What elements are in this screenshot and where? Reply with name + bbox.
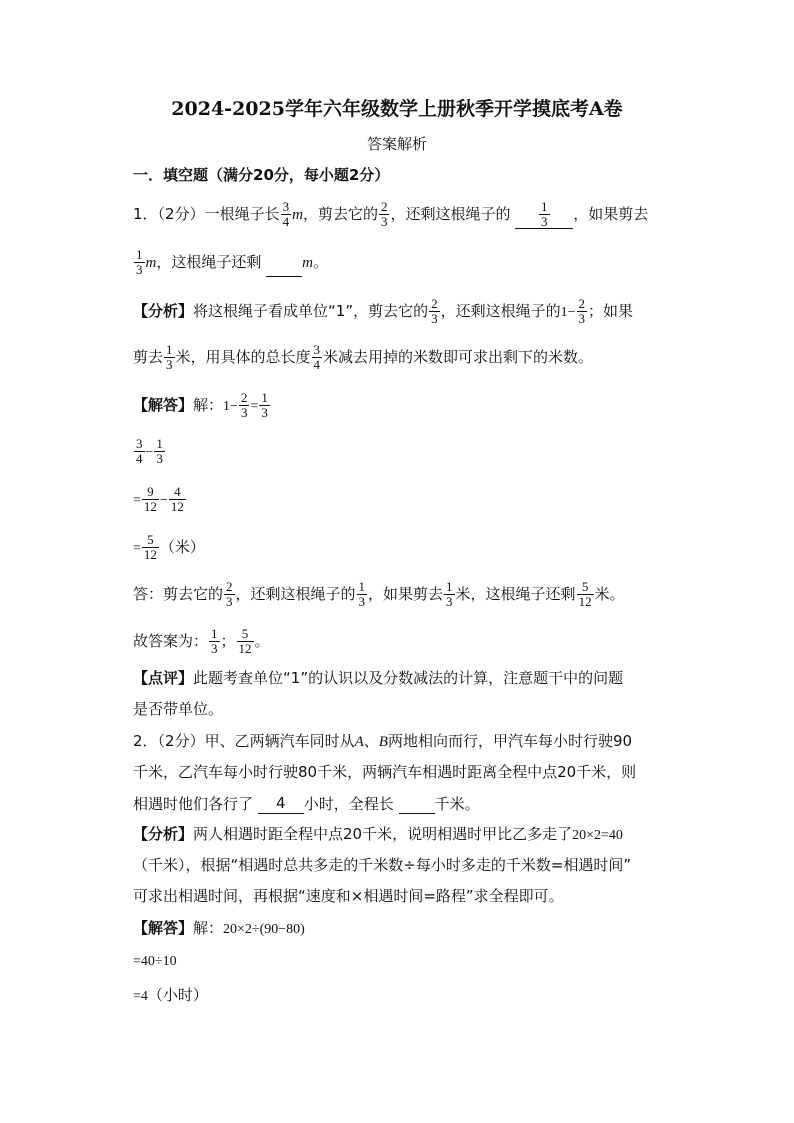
unit-m: m xyxy=(302,255,313,271)
answer-blank xyxy=(515,199,573,229)
q1-answer-line: 答：剪去它的 $\frac{2}{3}$ ，还剩这根绳子的 $\frac{1}{3}$ ，如果剪去 $\frac{1}{3}$ 米，这根绳子还剩 $\frac{5}{12}$ 米。 xyxy=(133,579,625,609)
fraction: $\frac{2}{3}$ xyxy=(240,390,248,420)
fraction: $\frac{1}{3}$ xyxy=(166,342,173,372)
solution-tag: 【解答】 xyxy=(133,396,194,414)
fraction: $\frac{1}{3}$ xyxy=(358,579,366,609)
fraction: $\frac{1}{3}$ xyxy=(156,436,163,466)
q1-analysis-line2: 剪去 $\frac{1}{3}$ 米，用具体的总长度 $\frac{3}{4}$ 米减去用掉的米数即可求出剩下的米数。 xyxy=(133,342,594,372)
q1-text: ，这根绳子还剩 xyxy=(156,253,262,271)
unit-m: m xyxy=(292,207,303,223)
fraction: $\frac{5}{12}$ xyxy=(238,626,252,656)
analysis-tag: 【分析】 xyxy=(133,302,194,320)
q1-solution-line3: = $\frac{5}{12}$ （米） xyxy=(133,532,205,562)
q1-comment-line1: 【点评】此题考查单位“1”的认识以及分数减法的计算，注意题干中的问题 xyxy=(133,669,624,687)
page-title: 2024-2025学年六年级数学上册秋季开学摸底考A卷 xyxy=(171,98,623,120)
fraction: $\frac{5}{12}$ xyxy=(578,579,592,609)
q1-final-answer: 故答案为： $\frac{1}{3}$ ； $\frac{5}{12}$ 。 xyxy=(133,626,270,656)
unit-m: m xyxy=(145,255,157,271)
q1-line2 xyxy=(133,248,328,277)
fraction: $\frac{2}{3}$ xyxy=(226,579,233,609)
q1-line1 xyxy=(133,200,648,229)
fraction: $\frac{2}{3}$ xyxy=(578,296,586,326)
q1-solution-line0: 【解答】解：1− $\frac{2}{3}$ = $\frac{1}{3}$ xyxy=(133,390,268,420)
fraction: $\frac{9}{12}$ xyxy=(143,484,157,514)
fraction: $\frac{5}{12}$ xyxy=(143,532,157,562)
fraction: $\frac{1}{3}$ xyxy=(211,626,218,656)
q1-solution-line1: $\frac{3}{4}$ − $\frac{1}{3}$ xyxy=(136,436,163,466)
q2-line2: 千米，乙汽车每小时行驶80千米，两辆汽车相遇时距离全程中点20千米，则 xyxy=(133,763,637,781)
q2-analysis-line1: 【分析】两人相遇时距全程中点20千米，说明相遇时甲比乙多走了20×2=40 xyxy=(133,825,623,843)
q1-comment-line2: 是否带单位。 xyxy=(133,700,224,718)
q2-analysis-line2: （千米），根据“相遇时总共多走的千米数÷每小时多走的千米数=相遇时间” xyxy=(133,856,632,874)
answer-blank xyxy=(399,793,435,814)
fraction: $\frac{1}{3}$ xyxy=(446,579,453,609)
solution-tag: 【解答】 xyxy=(133,919,194,937)
q2-solution-line2: =4（小时） xyxy=(133,986,208,1004)
section-heading: 一．填空题（满分20分，每小题2分） xyxy=(133,166,390,184)
q1-text: ，剪去它的 xyxy=(302,205,378,223)
q2-solution-line0: 【解答】解：20×2÷(90−80) xyxy=(133,919,305,937)
q1-solution-line2: = $\frac{9}{12}$ − $\frac{4}{12}$ xyxy=(133,484,184,514)
q2-line3: 相遇时他们各行了 4 小时，全程长 千米。 xyxy=(133,794,480,813)
fraction: $\frac{1}{3}$ xyxy=(541,199,548,229)
q2-line1: 2．（2分）甲、乙两辆汽车同时从A、B两地相向而行，甲汽车每小时行驶90 xyxy=(133,732,633,750)
fraction: $\frac{2}{3}$ xyxy=(380,199,388,229)
comment-tag: 【点评】 xyxy=(133,669,194,687)
answer-blank: 4 xyxy=(258,793,304,814)
fraction: $\frac{4}{12}$ xyxy=(170,484,184,514)
fraction: $\frac{3}{4}$ xyxy=(136,436,143,466)
q1-text: ，如果剪去 xyxy=(573,205,649,223)
answer-blank xyxy=(266,256,302,277)
q1-text: ，还剩这根绳子的 xyxy=(390,205,511,223)
fraction: $\frac{1}{3}$ xyxy=(261,390,268,420)
fraction: $\frac{3}{4}$ xyxy=(313,342,321,372)
fraction: $\frac{1}{3}$ xyxy=(136,247,143,277)
point-a: A xyxy=(354,734,364,750)
fraction: $\frac{2}{3}$ xyxy=(431,296,438,326)
point-b: B xyxy=(378,734,388,750)
analysis-tag: 【分析】 xyxy=(133,825,194,843)
q1-text: 。 xyxy=(312,253,328,271)
q2-analysis-line3: 可求出相遇时间，再根据“速度和×相遇时间=路程”求全程即可。 xyxy=(133,887,564,905)
fraction: $\frac{3}{4}$ xyxy=(282,199,290,229)
q1-text: 1．（2分）一根绳子长 xyxy=(133,205,280,223)
q1-analysis-line1: 【分析】将这根绳子看成单位“1”，剪去它的 $\frac{2}{3}$ ，还剩这根绳子的1− $\frac{2}{3}$ ；如果 xyxy=(133,296,634,326)
q2-solution-line1: =40÷10 xyxy=(133,954,177,969)
page-subtitle: 答案解析 xyxy=(366,135,427,153)
